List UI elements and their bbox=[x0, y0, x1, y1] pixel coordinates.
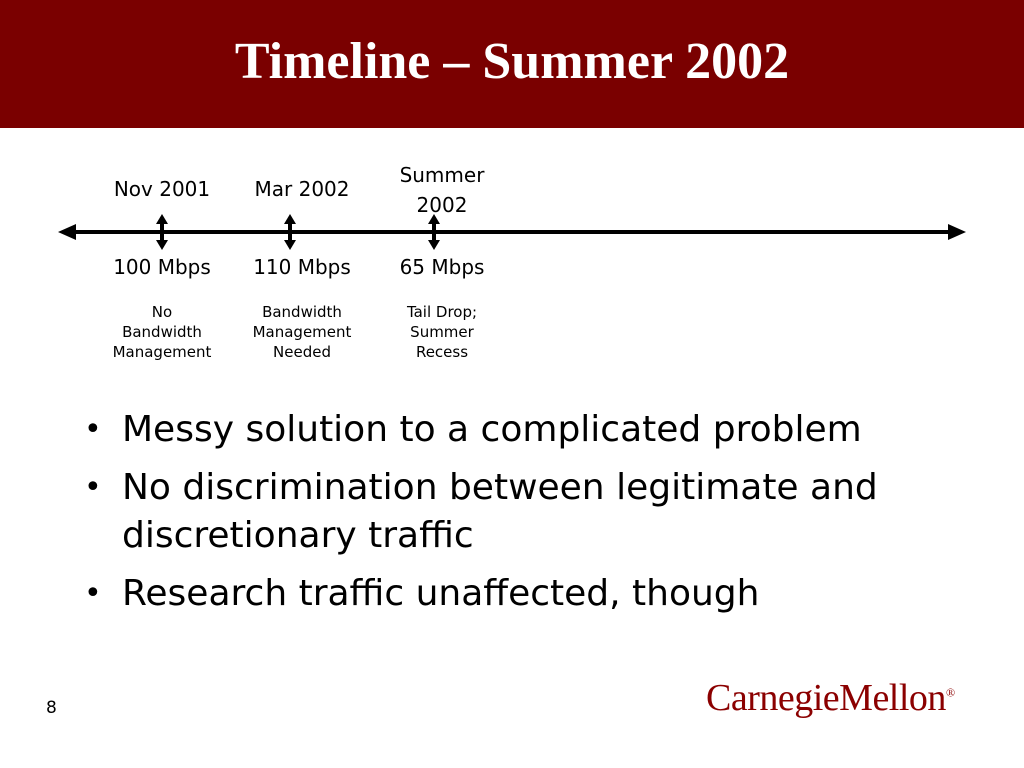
list-item bbox=[84, 464, 882, 560]
event-rate: 110 Mbps bbox=[253, 255, 351, 279]
event-date: Summer 2002 bbox=[399, 163, 485, 217]
bullet-icon: • bbox=[84, 412, 102, 447]
bullet-icon: • bbox=[84, 576, 102, 611]
bullet-text: Research traffic unaffected, though bbox=[122, 573, 760, 614]
registered-mark: ® bbox=[945, 685, 955, 700]
event-note: Bandwidth Management Needed bbox=[252, 303, 352, 361]
event-note: No Bandwidth Management bbox=[112, 303, 212, 361]
event-date: Mar 2002 bbox=[254, 177, 350, 201]
list-item bbox=[84, 406, 984, 454]
right-arrowhead-icon bbox=[948, 224, 966, 240]
event-rate: 65 Mbps bbox=[399, 255, 485, 279]
left-arrowhead-icon bbox=[58, 224, 76, 240]
list-item bbox=[84, 570, 984, 618]
bullet-list bbox=[84, 406, 984, 628]
bullet-text: No discrimination between legitimate and discretionary traffic bbox=[122, 467, 878, 556]
logo-text: CarnegieMellon bbox=[706, 677, 946, 719]
event-note: Tail Drop; Summer Recess bbox=[406, 303, 478, 361]
bullet-icon: • bbox=[84, 470, 102, 505]
page-number: 8 bbox=[46, 698, 57, 718]
bullet-text: Messy solution to a complicated problem bbox=[122, 409, 862, 450]
event-rate: 100 Mbps bbox=[113, 255, 211, 279]
carnegie-mellon-logo bbox=[706, 676, 955, 720]
slide-title: Timeline – Summer 2002 bbox=[234, 33, 790, 90]
event-date: Nov 2001 bbox=[113, 177, 211, 201]
